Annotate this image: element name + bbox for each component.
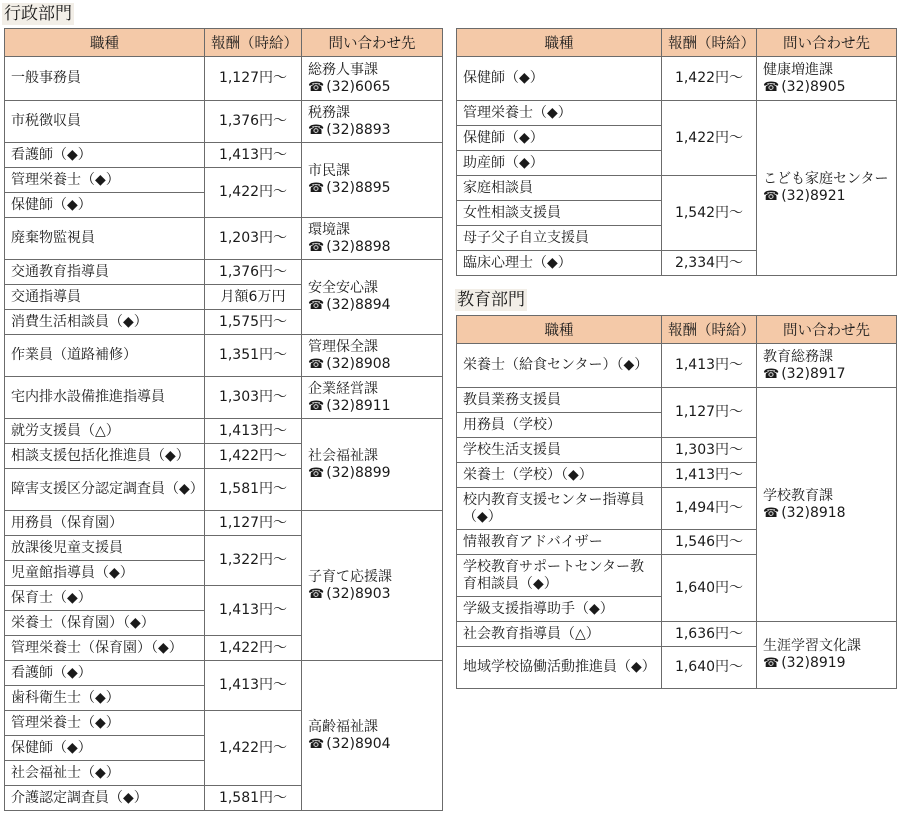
department-name: 環境課	[308, 221, 350, 238]
job-title: 管理栄養士（◆）	[457, 101, 662, 126]
phone-icon: ☎	[763, 79, 780, 95]
pay-rate: 1,640円～	[662, 555, 757, 622]
phone-number-text[interactable]: (32)8893	[326, 121, 391, 138]
pay-rate: 1,322円～	[205, 536, 302, 586]
pay-rate: 1,581円～	[205, 469, 302, 511]
job-title: 作業員（道路補修）	[5, 335, 205, 377]
table-row	[457, 101, 897, 126]
phone-number-text[interactable]: (32)8894	[326, 297, 391, 313]
phone-icon: ☎	[308, 465, 325, 481]
pay-rate: 1,422円～	[205, 444, 302, 469]
table-row	[5, 377, 443, 419]
department-name: 生涯学習文化課	[763, 638, 861, 654]
pay-rate: 1,376円～	[205, 101, 302, 143]
job-title: 学級支援指導助手（◆）	[457, 597, 662, 622]
phone-number[interactable]	[763, 505, 890, 522]
contact-header: 問い合わせ先	[757, 29, 897, 57]
department-name: 社会福祉課	[308, 447, 378, 464]
job-title: 母子父子自立支援員	[457, 226, 662, 251]
job-title: 地域学校協働活動推進員（◆）	[457, 647, 662, 689]
phone-number[interactable]	[763, 188, 890, 205]
contact-cell	[757, 622, 897, 689]
contact-header: 問い合わせ先	[757, 316, 897, 344]
phone-number-text[interactable]: (32)8911	[326, 397, 391, 414]
job-title: 交通教育指導員	[5, 260, 205, 285]
phone-icon: ☎	[763, 656, 780, 671]
phone-number-text[interactable]: (32)8899	[326, 464, 391, 481]
department-name: 総務人事課	[308, 61, 378, 78]
pay-rate: 1,640円～	[662, 647, 757, 689]
phone-number[interactable]	[308, 465, 436, 482]
contact-cell	[757, 101, 897, 276]
phone-icon: ☎	[308, 398, 325, 414]
department-name: 企業経営課	[308, 380, 378, 397]
job-header: 職種	[457, 29, 662, 57]
job-title: 相談支援包括化推進員（◆）	[5, 444, 205, 469]
phone-number-text[interactable]: (32)8903	[326, 585, 391, 602]
pay-rate: 1,546円～	[662, 530, 757, 555]
contact-cell	[302, 101, 443, 143]
job-title: 保健師（◆）	[5, 193, 205, 218]
phone-icon: ☎	[308, 79, 325, 95]
pay-rate: 1,422円～	[662, 57, 757, 101]
phone-icon: ☎	[763, 505, 780, 521]
department-name: 子育て応援課	[308, 568, 392, 585]
pay-rate: 1,413円～	[662, 344, 757, 388]
job-title: 管理栄養士（保育園）（◆）	[5, 636, 205, 661]
pay-rate: 1,636円～	[662, 622, 757, 647]
pay-rate: 1,413円～	[205, 661, 302, 711]
job-title: 宅内排水設備推進指導員	[5, 377, 205, 419]
job-title: 学校生活支援員	[457, 438, 662, 463]
job-title: 用務員（保育園）	[5, 511, 205, 536]
table-row	[5, 143, 443, 168]
phone-number[interactable]	[308, 180, 436, 197]
table-row	[5, 260, 443, 285]
job-title: 看護師（◆）	[5, 661, 205, 686]
pay-rate: 1,303円～	[205, 377, 302, 419]
phone-icon: ☎	[308, 181, 325, 196]
header-row	[457, 316, 897, 344]
phone-number-text[interactable]: (32)8908	[326, 355, 391, 372]
contact-cell	[302, 377, 443, 419]
contact-cell	[302, 57, 443, 101]
job-title: 社会教育指導員（△）	[457, 622, 662, 647]
phone-icon: ☎	[308, 356, 325, 372]
job-title: 消費生活相談員（◆）	[5, 310, 205, 335]
job-title: 一般事務員	[5, 57, 205, 101]
header-row	[5, 29, 443, 57]
table-row	[5, 335, 443, 377]
department-name: 教育総務課	[763, 348, 833, 365]
phone-number[interactable]	[763, 655, 890, 672]
phone-number-text[interactable]: (32)6065	[326, 78, 391, 95]
contact-cell	[302, 143, 443, 218]
job-title: 保育士（◆）	[5, 586, 205, 611]
phone-number[interactable]	[308, 356, 436, 373]
job-title: 教員業務支援員	[457, 388, 662, 413]
job-title: 保健師（◆）	[5, 736, 205, 761]
phone-icon: ☎	[308, 122, 325, 138]
job-title: 臨床心理士（◆）	[457, 251, 662, 276]
phone-number[interactable]	[308, 239, 436, 256]
pay-rate: 1,422円～	[662, 101, 757, 176]
job-header: 職種	[457, 316, 662, 344]
job-title: 就労支援員（△）	[5, 419, 205, 444]
contact-cell	[757, 344, 897, 388]
education-section-title: 教育部門	[457, 290, 525, 310]
pay-rate: 2,334円～	[662, 251, 757, 276]
pay-rate: 1,376円～	[205, 260, 302, 285]
job-title: 市税徴収員	[5, 101, 205, 143]
phone-number-text[interactable]: (32)8918	[781, 504, 846, 521]
department-name: こども家庭センター	[763, 171, 889, 187]
table-row	[457, 344, 897, 388]
contact-cell	[302, 661, 443, 811]
pay-header: 報酬（時給）	[662, 316, 757, 344]
job-title: 歯科衛生士（◆）	[5, 686, 205, 711]
contact-cell	[757, 57, 897, 101]
phone-number[interactable]	[308, 736, 436, 753]
phone-icon: ☎	[308, 586, 325, 602]
department-name: 税務課	[308, 104, 350, 121]
phone-number[interactable]	[308, 79, 436, 96]
pay-header: 報酬（時給）	[662, 29, 757, 57]
table-row	[5, 57, 443, 101]
job-title: 交通指導員	[5, 285, 205, 310]
phone-number[interactable]	[763, 79, 890, 96]
job-title: 介護認定調査員（◆）	[5, 786, 205, 811]
contact-cell	[302, 260, 443, 335]
job-title: 校内教育支援センター指導員（◆）	[457, 488, 662, 530]
admin-section-title: 行政部門	[4, 4, 72, 24]
phone-number[interactable]	[308, 398, 436, 415]
job-title: 保健師（◆）	[457, 126, 662, 151]
phone-number-text[interactable]: (32)8898	[326, 238, 391, 255]
table-row	[5, 511, 443, 536]
table-row	[457, 57, 897, 101]
phone-number-text[interactable]: (32)8895	[326, 180, 391, 196]
job-title: 看護師（◆）	[5, 143, 205, 168]
table-row	[457, 388, 897, 413]
job-title: 助産師（◆）	[457, 151, 662, 176]
phone-number[interactable]	[308, 297, 436, 314]
table-row	[5, 218, 443, 260]
pay-rate: 1,413円～	[662, 463, 757, 488]
department-name: 市民課	[308, 163, 350, 179]
job-title: 放課後児童支援員	[5, 536, 205, 561]
table-row	[5, 419, 443, 444]
phone-number-text[interactable]: (32)8919	[781, 655, 846, 671]
pay-rate: 1,575円～	[205, 310, 302, 335]
contact-cell	[302, 511, 443, 661]
pay-rate: 1,303円～	[662, 438, 757, 463]
phone-number-text[interactable]: (32)8921	[781, 188, 846, 204]
contact-cell	[302, 335, 443, 377]
job-title: 家庭相談員	[457, 176, 662, 201]
table-row	[5, 101, 443, 143]
contact-cell	[757, 388, 897, 622]
department-name: 健康増進課	[763, 61, 833, 78]
pay-header: 報酬（時給）	[205, 29, 302, 57]
phone-icon: ☎	[308, 736, 325, 752]
job-title: 廃棄物監視員	[5, 218, 205, 260]
pay-rate: 1,581円～	[205, 786, 302, 811]
job-title: 学校教育サポートセンター教育相談員（◆）	[457, 555, 662, 597]
phone-icon: ☎	[308, 298, 325, 313]
contact-cell	[302, 218, 443, 260]
pay-rate: 1,422円～	[205, 168, 302, 218]
phone-number[interactable]	[308, 586, 436, 603]
pay-rate: 1,203円～	[205, 218, 302, 260]
department-name: 管理保全課	[308, 338, 378, 355]
pay-rate: 月額6万円	[205, 285, 302, 310]
job-title: 栄養士（給食センター）（◆）	[457, 344, 662, 388]
job-title: 栄養士（学校）（◆）	[457, 463, 662, 488]
job-title: 障害支援区分認定調査員（◆）	[5, 469, 205, 511]
phone-icon: ☎	[763, 366, 780, 382]
job-title: 社会福祉士（◆）	[5, 761, 205, 786]
contact-header: 問い合わせ先	[302, 29, 443, 57]
job-title: 管理栄養士（◆）	[5, 711, 205, 736]
pay-rate: 1,542円～	[662, 176, 757, 251]
job-title: 女性相談支援員	[457, 201, 662, 226]
phone-icon: ☎	[308, 239, 325, 255]
pay-rate: 1,127円～	[662, 388, 757, 438]
phone-number-text[interactable]: (32)8904	[326, 735, 391, 752]
job-title: 情報教育アドバイザー	[457, 530, 662, 555]
pay-rate: 1,127円～	[205, 511, 302, 536]
pay-rate: 1,422円～	[205, 711, 302, 786]
department-name: 学校教育課	[763, 487, 833, 504]
phone-number[interactable]	[763, 366, 890, 383]
header-row	[457, 29, 897, 57]
job-title: 栄養士（保育園）（◆）	[5, 611, 205, 636]
pay-rate: 1,413円～	[205, 419, 302, 444]
phone-number-text[interactable]: (32)8917	[781, 365, 846, 382]
contact-cell	[302, 419, 443, 511]
department-name: 安全安心課	[308, 280, 378, 296]
pay-rate: 1,127円～	[205, 57, 302, 101]
phone-number[interactable]	[308, 122, 436, 139]
job-title: 児童館指導員（◆）	[5, 561, 205, 586]
pay-rate: 1,494円～	[662, 488, 757, 530]
health-job-table	[456, 28, 897, 276]
pay-rate: 1,351円～	[205, 335, 302, 377]
table-row	[5, 661, 443, 686]
job-title: 保健師（◆）	[457, 57, 662, 101]
job-header: 職種	[5, 29, 205, 57]
phone-icon: ☎	[763, 189, 780, 204]
job-title: 管理栄養士（◆）	[5, 168, 205, 193]
department-name: 高齢福祉課	[308, 718, 378, 735]
table-row	[457, 622, 897, 647]
phone-number-text[interactable]: (32)8905	[781, 78, 846, 95]
pay-rate: 1,413円～	[205, 143, 302, 168]
admin-job-table	[4, 28, 443, 811]
pay-rate: 1,413円～	[205, 586, 302, 636]
job-title: 用務員（学校）	[457, 413, 662, 438]
education-job-table	[456, 315, 897, 689]
pay-rate: 1,422円～	[205, 636, 302, 661]
